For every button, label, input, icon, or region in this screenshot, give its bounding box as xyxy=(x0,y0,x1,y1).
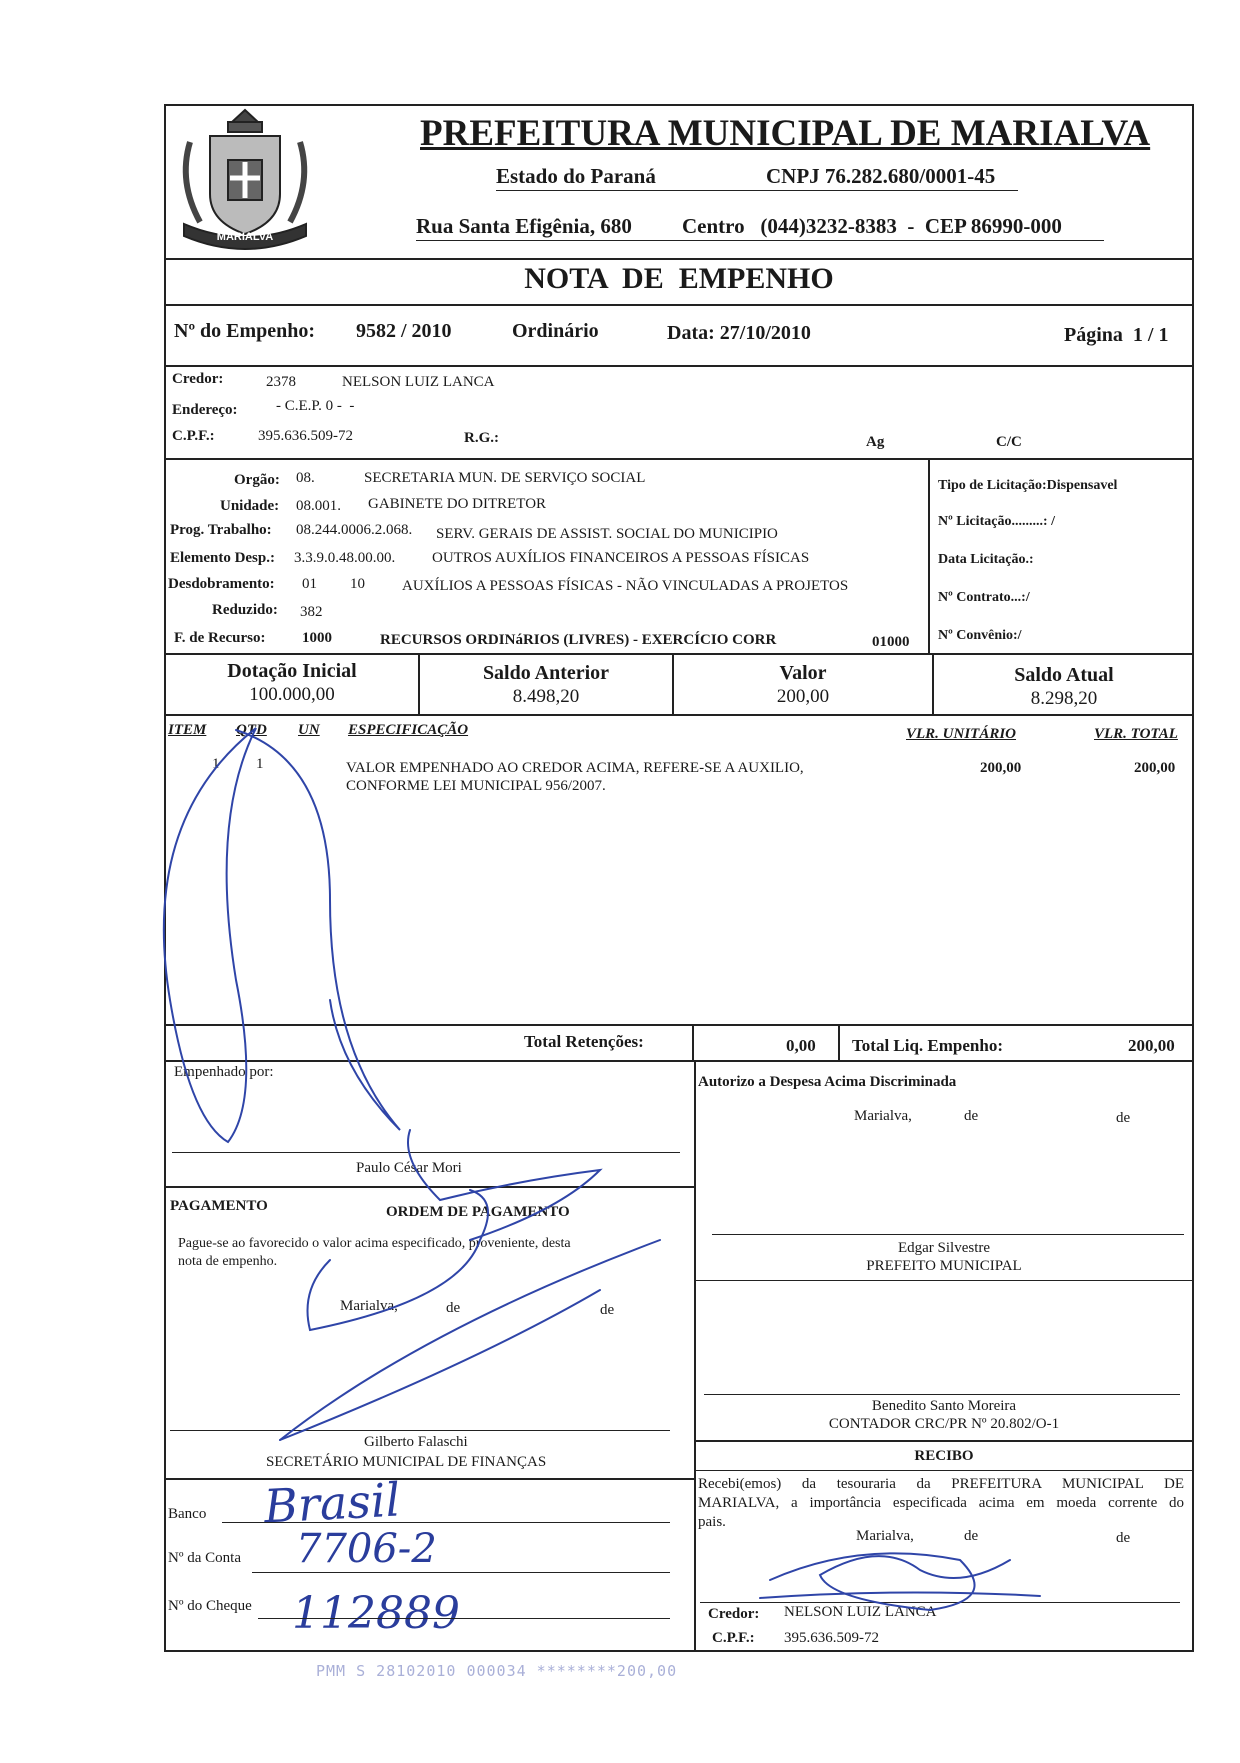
header-title: PREFEITURA MUNICIPAL DE MARIALVA xyxy=(420,113,1151,154)
col-vlr-unitario: VLR. UNITÁRIO xyxy=(906,726,1017,742)
header-cnpj: CNPJ 76.282.680/0001-45 xyxy=(766,164,996,188)
empenhado-nome: Paulo César Mori xyxy=(356,1160,462,1176)
recibo-de1: de xyxy=(964,1528,979,1544)
unidade-desc: GABINETE DO DITRETOR xyxy=(368,496,547,512)
empenho-tipo: Ordinário xyxy=(512,320,599,342)
licitacao-convenio: Nº Convênio:/ xyxy=(938,628,1022,643)
divider-recibo-top xyxy=(694,1440,1194,1442)
pagamento-de2: de xyxy=(600,1302,615,1318)
recibo-label: RECIBO xyxy=(914,1448,974,1464)
secretario-nome: Gilberto Falaschi xyxy=(364,1434,468,1450)
contador-nome: Benedito Santo Moreira xyxy=(871,1398,1017,1414)
unidade-label: Unidade: xyxy=(220,498,280,514)
endereco-label: Endereço: xyxy=(172,402,238,418)
item-number: 1 xyxy=(212,756,220,772)
elemento-desc: OUTROS AUXÍLIOS FINANCEIROS A PESSOAS FÍSICAS xyxy=(432,550,810,566)
prog-label: Prog. Trabalho: xyxy=(170,522,272,538)
header-street: Rua Santa Efigênia, 680 xyxy=(416,214,632,238)
recibo-credor-nome: NELSON LUIZ LANCA xyxy=(784,1604,937,1620)
prefeito-signature-line xyxy=(712,1234,1184,1235)
cheque-value-handwritten: 112889 xyxy=(292,1588,460,1639)
divider-totais-bottom xyxy=(164,1060,1194,1062)
col-qtd: QTD xyxy=(236,722,267,738)
recibo-signature-line xyxy=(700,1602,1180,1603)
total-liq-value: 200,00 xyxy=(1128,1036,1175,1055)
autorizo-de1: de xyxy=(964,1108,979,1124)
dotacao-value: 100.000,00 xyxy=(249,684,335,705)
cc-label: C/C xyxy=(996,434,1022,450)
prefeito-cargo: PREFEITO MUNICIPAL xyxy=(866,1258,1022,1274)
licitacao-tipo: Tipo de Licitação:Dispensavel xyxy=(938,478,1118,493)
divider-lower-vertical xyxy=(694,1060,696,1652)
crest-ribbon-text: MARIALVA xyxy=(216,231,274,243)
secretario-cargo: SECRETÁRIO MUNICIPAL DE FINANÇAS xyxy=(266,1454,547,1470)
item-espec-line1: VALOR EMPENHADO AO CREDOR ACIMA, REFERE-SE A AUXILIO, xyxy=(346,760,804,776)
recibo-credor-label: Credor: xyxy=(708,1606,760,1622)
divider-title-bottom xyxy=(164,304,1194,306)
orgao-label: Orgão: xyxy=(234,472,280,488)
divider-licitacao-vertical xyxy=(928,458,930,654)
recibo-texto-line2: MARIALVA, a importância especificada acima em moeda corrente do xyxy=(698,1495,1184,1511)
total-retencoes-label: Total Retenções: xyxy=(524,1032,644,1051)
prog-desc: SERV. GERAIS DE ASSIST. SOCIAL DO MUNICIPIO xyxy=(436,526,778,542)
empenhado-signature-line xyxy=(172,1152,680,1153)
col-item: ITEM xyxy=(168,722,207,738)
recurso-num: 01000 xyxy=(872,634,910,650)
desdobramento-label: Desdobramento: xyxy=(168,576,275,592)
elemento-cod: 3.3.9.0.48.00.00. xyxy=(294,550,396,566)
licitacao-contrato: Nº Contrato...:/ xyxy=(938,590,1030,605)
recibo-texto-line3: pais. xyxy=(698,1514,726,1530)
autorizo-label: Autorizo a Despesa Acima Discriminada xyxy=(698,1074,957,1090)
divider-totais-top xyxy=(164,1024,1194,1026)
empenhado-label: Empenhado por: xyxy=(174,1064,274,1080)
header-contact: Centro (044)3232-8383 - CEP 86990-000 xyxy=(682,214,1062,238)
col-vlr-total: VLR. TOTAL xyxy=(1094,726,1178,742)
divider-banco-top xyxy=(164,1478,694,1480)
reduzido-label: Reduzido: xyxy=(212,602,278,618)
pagamento-de1: de xyxy=(446,1300,461,1316)
recibo-cpf: 395.636.509-72 xyxy=(784,1630,879,1646)
valor-label: Valor xyxy=(779,662,827,684)
col-un: UN xyxy=(298,722,320,738)
elemento-label: Elemento Desp.: xyxy=(170,550,275,566)
total-retencoes-value: 0,00 xyxy=(786,1036,816,1055)
cpf-value: 395.636.509-72 xyxy=(258,428,353,444)
saldo-anterior-value: 8.498,20 xyxy=(512,686,580,707)
divider-saldos-top xyxy=(164,653,1194,655)
orgao-cod: 08. xyxy=(296,470,315,486)
credor-codigo: 2378 xyxy=(266,374,296,390)
autorizo-cidade: Marialva, xyxy=(854,1108,912,1124)
recurso-cod: 1000 xyxy=(302,630,332,646)
desdobramento-cod1: 01 xyxy=(302,576,317,592)
recibo-texto-line1: Recebi(emos) da tesouraria da PREFEITURA MUNICIPAL DE xyxy=(698,1476,1184,1492)
recibo-cidade: Marialva, xyxy=(856,1528,914,1544)
divider-pagamento-top xyxy=(164,1186,694,1188)
recibo-cpf-label: C.P.F.: xyxy=(712,1630,755,1646)
empenho-pagina: Página 1 / 1 xyxy=(1064,324,1169,346)
contador-cargo: CONTADOR CRC/PR Nº 20.802/O-1 xyxy=(828,1416,1060,1432)
divider-totais-2 xyxy=(838,1024,840,1062)
divider-totais-1 xyxy=(692,1024,694,1062)
saldo-atual-value: 8.298,20 xyxy=(1030,688,1098,709)
banco-label: Banco xyxy=(168,1506,207,1522)
orgao-desc: SECRETARIA MUN. DE SERVIÇO SOCIAL xyxy=(364,470,646,486)
empenho-data: Data: 27/10/2010 xyxy=(667,322,811,344)
banco-line xyxy=(222,1522,670,1523)
secretario-signature-line xyxy=(170,1430,670,1431)
bank-stamp: PMM S 28102010 000034 ********200,00 xyxy=(316,1662,678,1680)
empenho-numero: 9582 / 2010 xyxy=(356,320,452,342)
endereco-value: - C.E.P. 0 - - xyxy=(276,398,355,414)
unidade-cod: 08.001. xyxy=(296,498,341,514)
divider-empenho xyxy=(164,365,1194,367)
item-vlr-unitario: 200,00 xyxy=(980,760,1022,776)
conta-value-handwritten: 7706-2 xyxy=(296,1526,437,1572)
reduzido-value: 382 xyxy=(300,604,323,620)
empenho-numero-label: Nº do Empenho: xyxy=(174,320,316,342)
contador-signature-line xyxy=(704,1394,1180,1395)
credor-label: Credor: xyxy=(172,371,224,387)
pagamento-texto-line2: nota de empenho. xyxy=(178,1254,278,1269)
cheque-line xyxy=(258,1618,670,1619)
prog-cod: 08.244.0006.2.068. xyxy=(296,522,413,538)
recibo-de2: de xyxy=(1116,1530,1131,1546)
doc-title: NOTA DE EMPENHO xyxy=(524,262,834,295)
divider-title-top xyxy=(164,258,1194,260)
pagamento-label: PAGAMENTO xyxy=(170,1198,268,1214)
divider-recibo-label xyxy=(694,1470,1194,1471)
dotacao-label: Dotação Inicial xyxy=(227,660,357,682)
divider-saldos-bottom xyxy=(164,714,1194,716)
rg-label: R.G.: xyxy=(464,430,499,446)
valor-value: 200,00 xyxy=(776,686,830,707)
autorizo-de2: de xyxy=(1116,1110,1131,1126)
credor-nome: NELSON LUIZ LANCA xyxy=(342,374,495,390)
divider-credor xyxy=(164,458,1194,460)
item-qtd: 1 xyxy=(256,756,264,772)
saldo-anterior-label: Saldo Anterior xyxy=(482,662,610,684)
saldo-atual-label: Saldo Atual xyxy=(1014,664,1114,686)
divider-prefeito-bottom xyxy=(694,1280,1194,1281)
col-especificacao: ESPECIFICAÇÃO xyxy=(348,722,469,738)
pagamento-texto-line1: Pague-se ao favorecido o valor acima especificado, proveniente, desta xyxy=(178,1236,571,1251)
cpf-label: C.P.F.: xyxy=(172,428,215,444)
desdobramento-cod2: 10 xyxy=(350,576,365,592)
licitacao-numero: Nº Licitação.........: / xyxy=(938,514,1055,529)
prefeito-nome: Edgar Silvestre xyxy=(897,1240,991,1256)
ag-label: Ag xyxy=(866,434,885,450)
recurso-label: F. de Recurso: xyxy=(174,630,266,646)
cheque-label: Nº do Cheque xyxy=(168,1598,252,1614)
banco-value-handwritten: Brasil xyxy=(262,1472,402,1534)
licitacao-data: Data Licitação.: xyxy=(938,552,1034,567)
header-state: Estado do Paraná xyxy=(496,164,656,188)
conta-line xyxy=(252,1572,670,1573)
total-liq-label: Total Liq. Empenho: xyxy=(852,1036,1003,1055)
item-vlr-total: 200,00 xyxy=(1134,760,1176,776)
item-espec-line2: CONFORME LEI MUNICIPAL 956/2007. xyxy=(346,778,606,794)
recurso-desc: RECURSOS ORDINáRIOS (LIVRES) - EXERCÍCIO CORR xyxy=(380,632,777,648)
pagamento-cidade: Marialva, xyxy=(340,1298,398,1314)
desdobramento-desc: AUXÍLIOS A PESSOAS FÍSICAS - NÃO VINCULADAS A PROJETOS xyxy=(402,578,849,594)
conta-label: Nº da Conta xyxy=(168,1550,241,1566)
ordem-pagamento-label: ORDEM DE PAGAMENTO xyxy=(386,1204,570,1220)
